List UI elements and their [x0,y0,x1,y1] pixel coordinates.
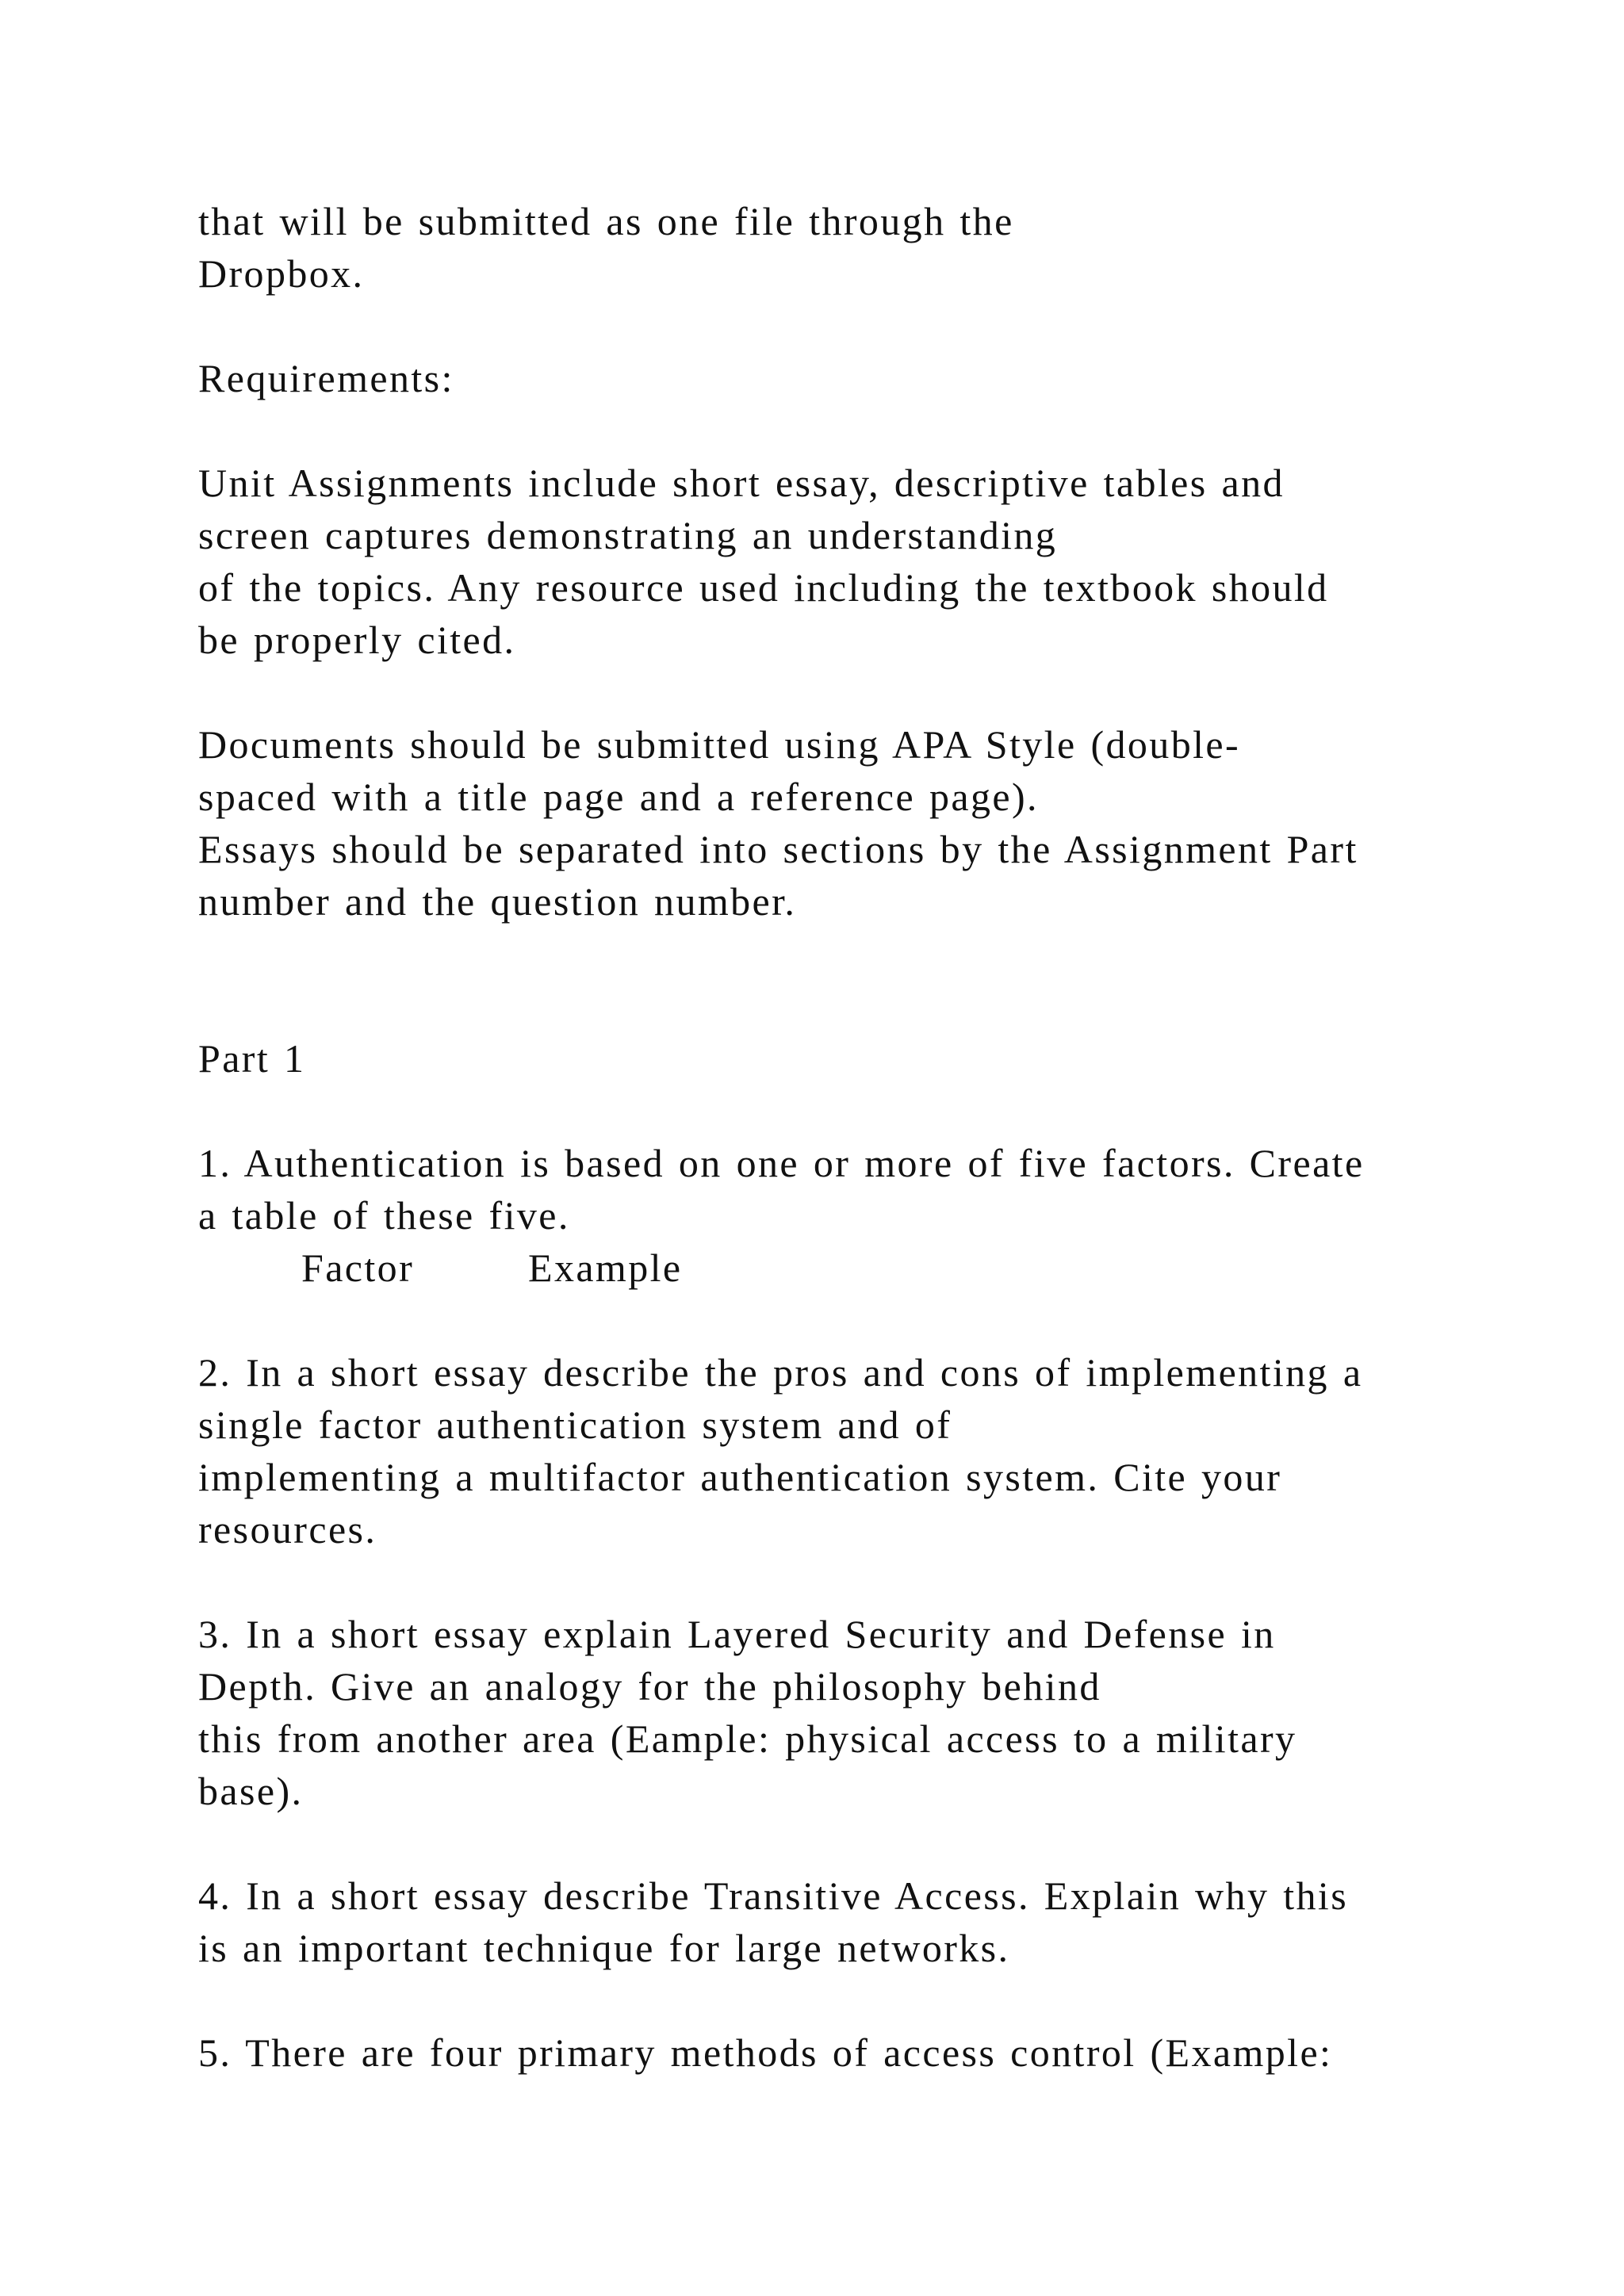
text-line: single factor authentication system and of [198,1402,952,1447]
text-line: spaced with a title page and a reference page). [198,775,1039,819]
text-line: Dropbox. [198,251,365,296]
text-line: 5. There are four primary methods of access control (Example: [198,2030,1333,2075]
text-line: a table of these five. [198,1193,570,1238]
text-line: 1. Authentication is based on one or more of five factors. Create [198,1141,1365,1185]
example-column-header: Example [528,1246,683,1290]
requirements-heading: Requirements: [198,356,454,400]
apa-style-paragraph [198,718,1507,928]
text-line: Depth. Give an analogy for the philosophy behind [198,1664,1101,1709]
text-line: Essays should be separated into sections by the Assignment Part [198,827,1358,871]
question-2 [198,1346,1507,1556]
text-line: is an important technique for large networks. [198,1926,1010,1970]
question-1 [198,1137,1507,1294]
text-line: number and the question number. [198,879,797,924]
text-line: that will be submitted as one file through the [198,199,1014,243]
text-line: of the topics. Any resource used including the textbook should [198,565,1329,610]
text-line: 3. In a short essay explain Layered Security and Defense in [198,1612,1276,1656]
text-line: this from another area (Eample: physical access to a military [198,1716,1297,1761]
text-line: Unit Assignments include short essay, descriptive tables and [198,461,1285,505]
text-line: implementing a multifactor authentication system. Cite your [198,1455,1282,1499]
text-line: screen captures demonstrating an understanding [198,513,1058,557]
document-page [198,195,1507,2079]
text-line: Documents should be submitted using APA Style (double- [198,722,1241,767]
question-5 [198,2026,1507,2079]
text-line: be properly cited. [198,618,516,662]
intro-paragraph [198,195,1507,300]
text-line: 4. In a short essay describe Transitive Access. Explain why this [198,1873,1349,1918]
question-3 [198,1608,1507,1817]
text-line: 2. In a short essay describe the pros and cons of implementing a [198,1350,1363,1395]
factor-column-header: Factor [301,1246,415,1290]
unit-assignments-paragraph [198,457,1507,666]
question-4 [198,1869,1507,1974]
factor-table-header [198,1242,1507,1294]
part-heading: Part 1 [198,1036,306,1081]
text-line: resources. [198,1507,377,1552]
text-line: base). [198,1769,304,1813]
